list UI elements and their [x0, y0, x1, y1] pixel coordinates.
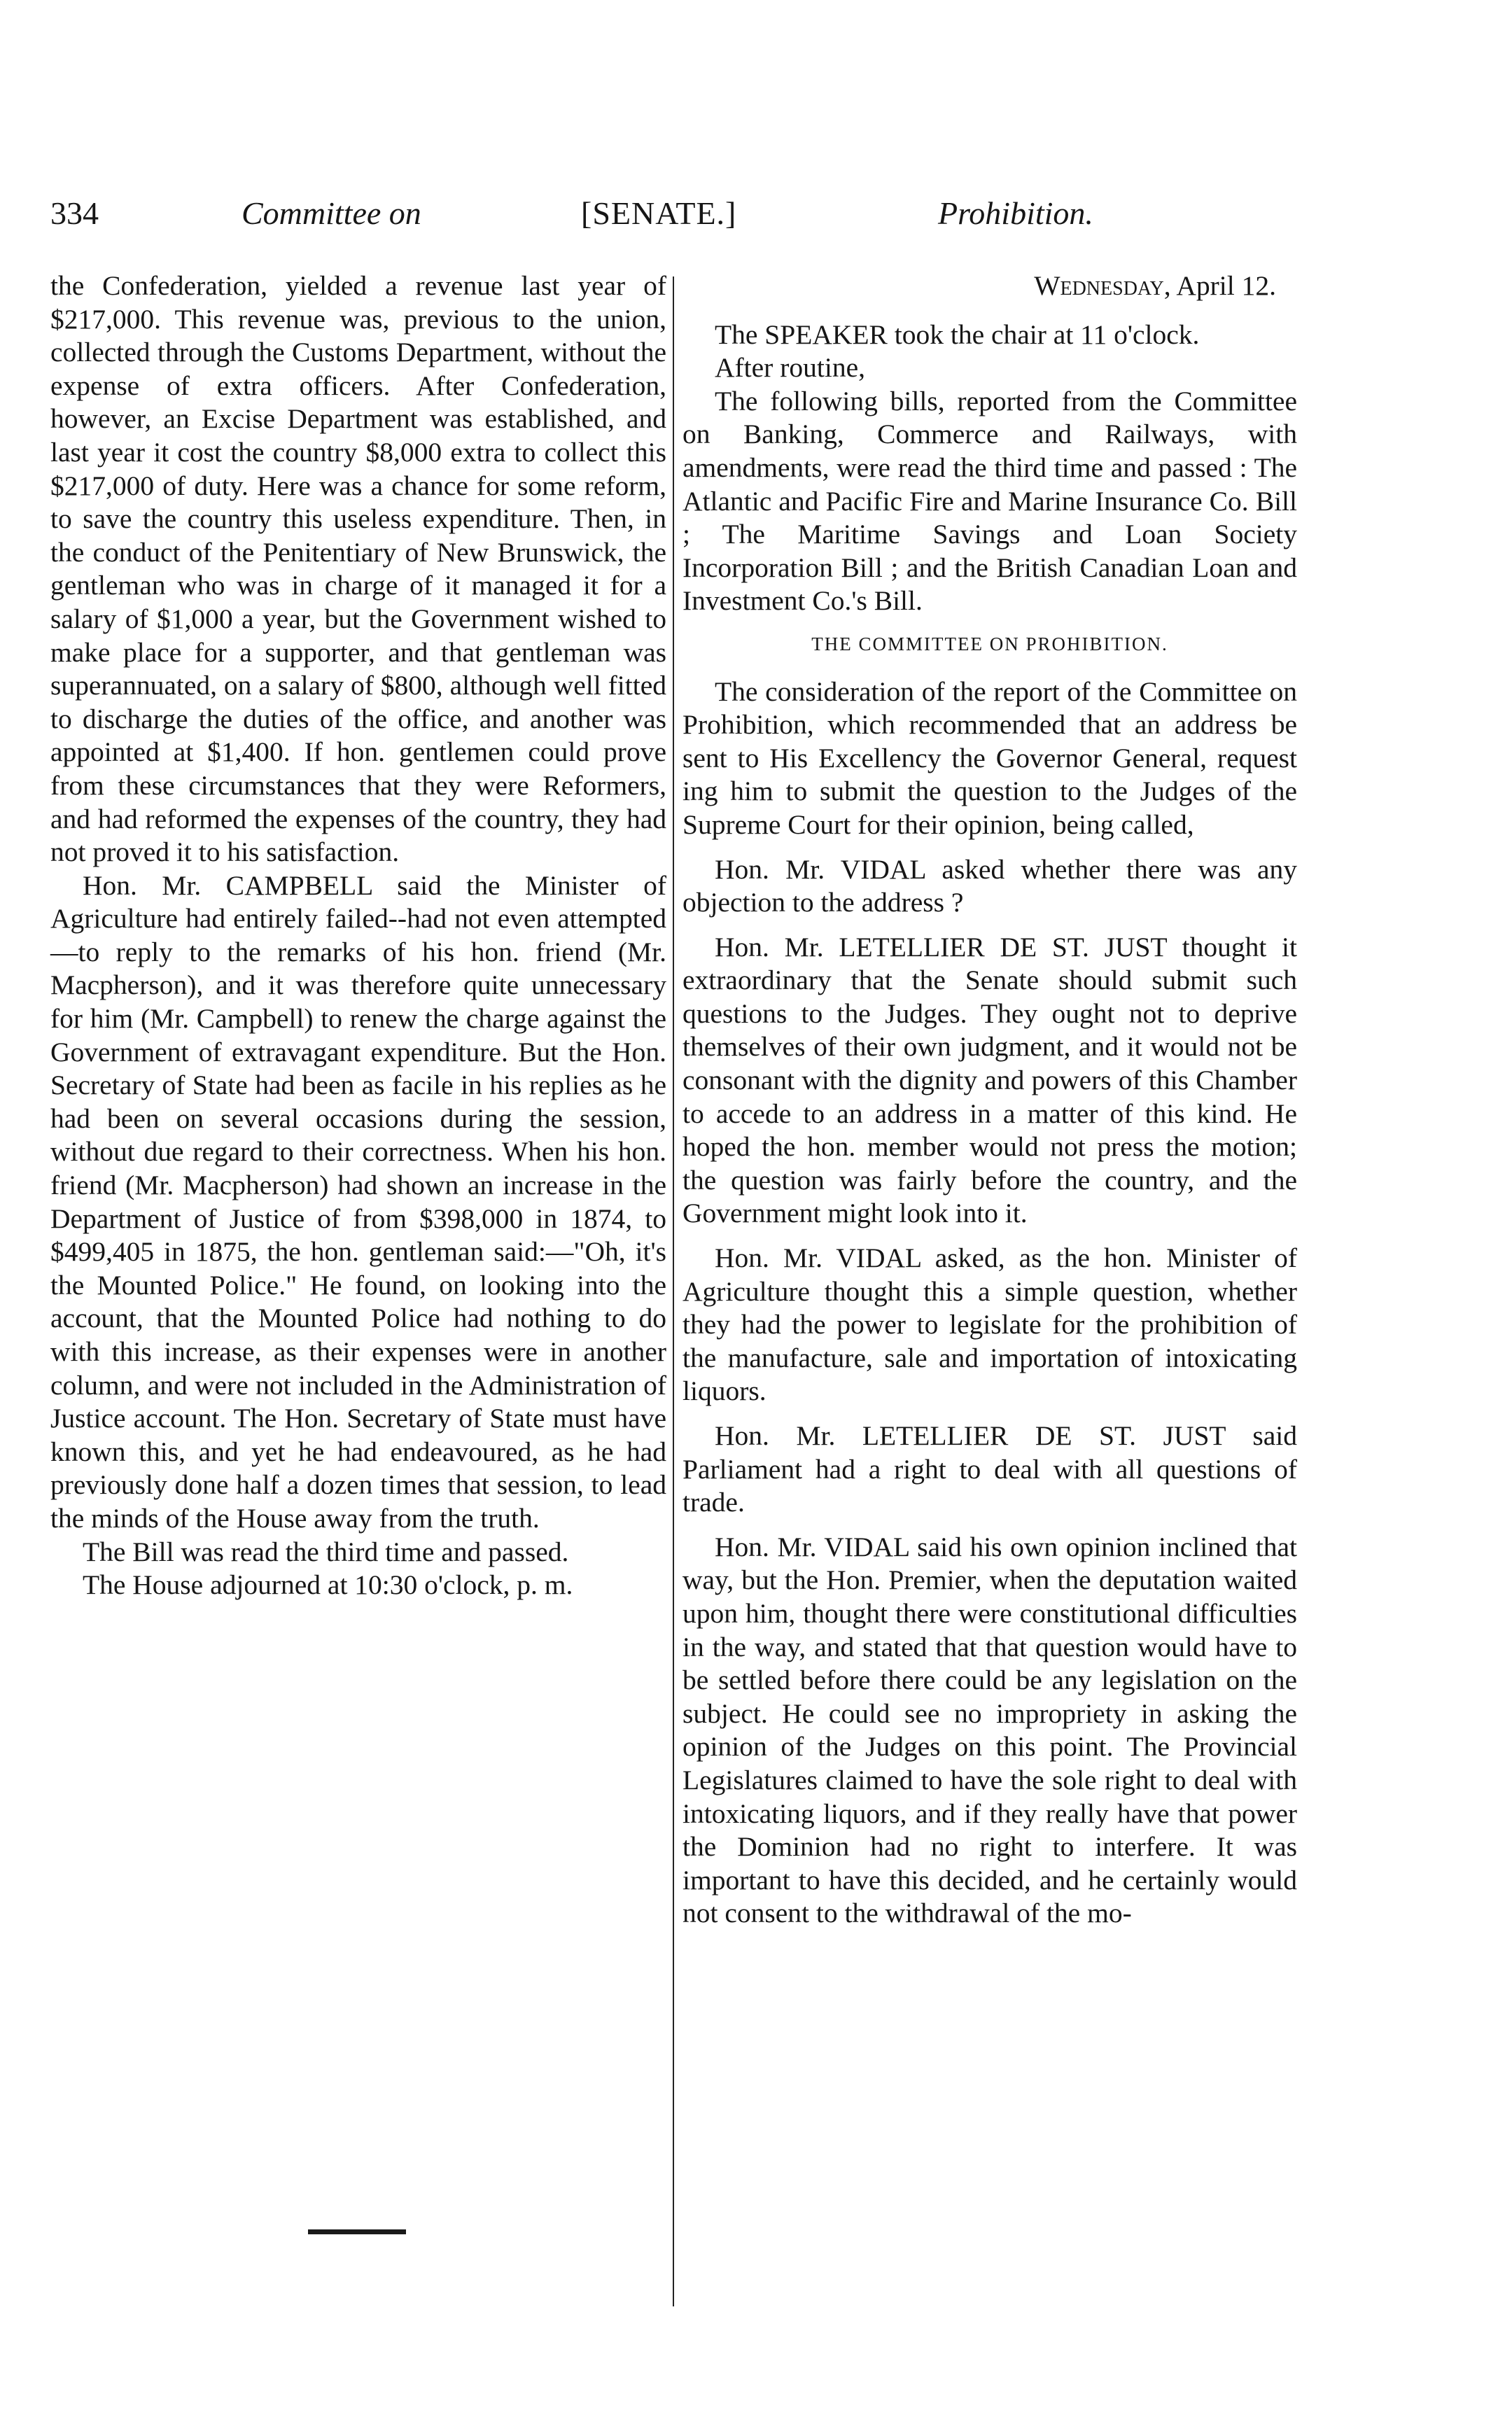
header-right-title: Prohibition. — [938, 195, 1093, 231]
left-paragraph-4: The House adjourned at 10:30 o'clock, p. m. — [83, 1569, 573, 1601]
right-paragraph-1: The SPEAKER took the chair at 11 o'clock. — [715, 318, 1200, 350]
left-paragraph-2: Hon. Mr. CAMPBELL said the Minister of Agriculture had entirely failed--had not even attempted—to reply to the remarks of his hon. friend (Mr. Macpherson), and it was therefore quite unnecessary for him (Mr. Campbell) to renew the charge against the Government of extravagant expenditure. But the Hon. Secretary of State had been as facile in his replies as he had been on several occasions during the session, without due regard to their correctness. When his hon. friend (Mr. Macpherson) had shown an increase in the Department of Justice of from $398,000 in 1874, to $499,405 in 1875, the hon. gentleman said:—"Oh, it's the Mounted Police." He found, on looking into the account, that the Mounted Police had nothing to do with this increase, as their expenses were in another column, and were not included in the Administration of Justice account. The Hon. Secretary of State must have known this, and yet he had endeavoured, as he had previously done half a dozen times that session, to lead the minds of the House away from the truth. — [50, 869, 666, 1534]
header-left-title: Committee on — [241, 195, 421, 231]
left-paragraph-3: The Bill was read the third time and passed. — [83, 1536, 569, 1567]
date-day: Wednesday, — [1034, 270, 1171, 301]
running-header — [0, 175, 1512, 238]
right-paragraph-5: Hon. Mr. VIDAL asked whether there was any objection to the address ? — [682, 853, 1297, 918]
right-paragraph-2: After routine, — [715, 352, 865, 384]
section-heading: THE COMMITTEE ON PROHIBITION. — [811, 633, 1168, 654]
left-paragraph-1: the Confederation, yielded a revenue last year of $217,000. This revenue was, previous to the union, collected through the Customs Department, without the expense of extra officers. After Confederation, however, an Excise Department was established, and last year it cost the country $8,000 extra to collect this $217,000 of duty. Here was a chance for some reform, to save the country this useless expenditure. Then, in the conduct of the Penitentiary of New Brunswick, the gentleman who was in charge of it managed it for a salary of $1,000 a year, but the Government wished to make place for a supporter, and that gentleman was superannuated, on a salary of $800, although well fitted to discharge the duties of the office, and another was appointed at $1,400. If hon. gentlemen could prove from these circumstances that they were Reformers, and had reformed the expenses of the country, they had not proved it to his satisfaction. — [50, 270, 666, 868]
header-center-title: [SENATE.] — [581, 195, 737, 231]
right-column — [682, 269, 1297, 1931]
right-paragraph-4: The consideration of the report of the Committee on Prohibition, which recommended that an address be sent to His Excellency the Governor General, request ing him to submit the question to the Judges of the Supreme Court for their opinion, being called, — [682, 675, 1297, 840]
right-paragraph-7: Hon. Mr. VIDAL asked, as the hon. Minister of Agriculture thought this a simple question, whether they had the power to legislate for the prohibition of the manufacture, sale and importation of intoxicating liquors. — [682, 1242, 1297, 1407]
right-paragraph-3: The following bills, reported from the Committee on Banking, Commerce and Railways, with amendments, were read the third time and passed : The Atlantic and Pacific Fire and Marine Insurance Co. Bill ; The Maritime Savings and Loan Society Incorporation Bill ; and the British Canadian Loan and Investment Co.'s Bill. — [682, 385, 1297, 617]
date-rest: April 12. — [1170, 270, 1276, 301]
date-line — [682, 269, 1297, 303]
right-paragraph-9: Hon. Mr. VIDAL said his own opinion inclined that way, but the Hon. Premier, when the deputation waited upon him, thought there were constitutional difficulties in the way, and stated that that question would have to be settled before there could be any legislation on the subject. He could see no impropriety in asking the opinion of the Judges on this point. The Provincial Legislatures claimed to have the sole right to deal with intoxicating liquors, and if they really have that power the Dominion had no right to interfere. It was important to have this decided, and he certainly would not consent to the withdrawal of the mo- — [682, 1531, 1297, 1929]
column-divider — [673, 276, 674, 2306]
right-paragraph-8: Hon. Mr. LETELLIER DE ST. JUST said Parliament had a right to deal with all questions of trade. — [682, 1420, 1297, 1518]
left-column — [50, 269, 666, 1602]
page-number: 334 — [50, 195, 99, 231]
end-rule — [308, 2229, 406, 2234]
right-paragraph-6: Hon. Mr. LETELLIER DE ST. JUST thought it extraordinary that the Senate should submit such questions to the Judges. They ought not to deprive themselves of their own judgment, and it would not be consonant with the dignity and powers of this Chamber to accede to an address in a matter of this kind. He hoped the hon. member would not press the motion; the question was fairly before the country, and the Government might look into it. — [682, 931, 1297, 1229]
